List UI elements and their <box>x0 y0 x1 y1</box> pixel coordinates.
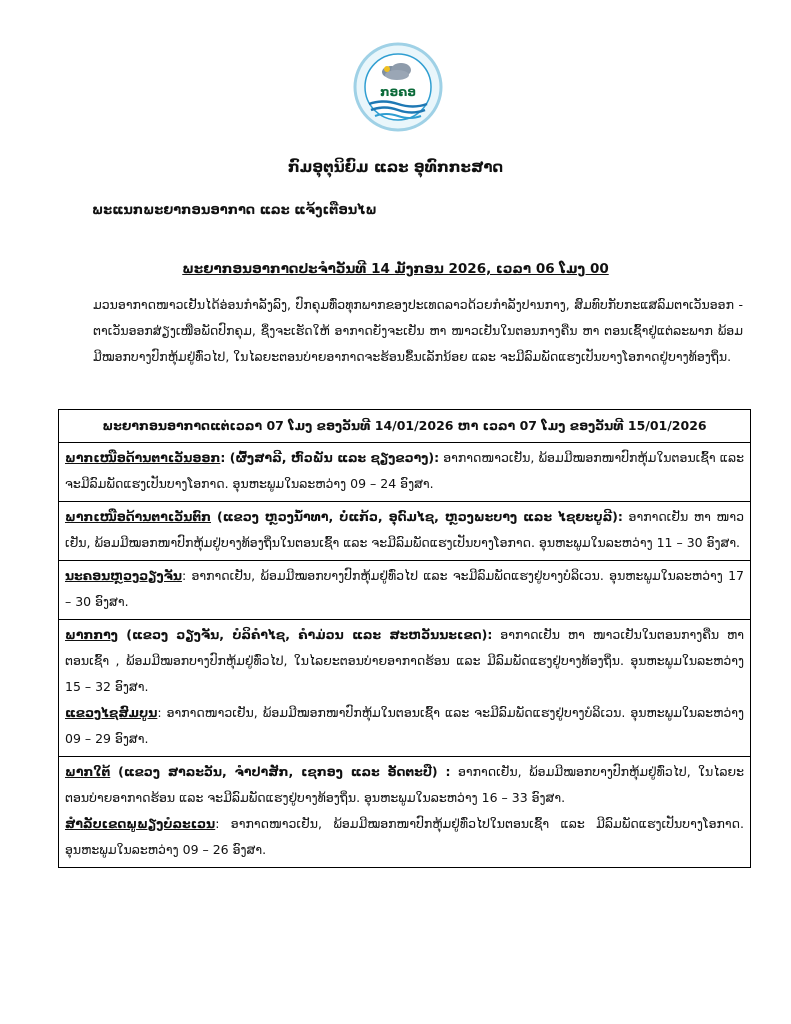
table-header-row <box>59 410 751 443</box>
forecast-period-heading: ພະຍາກອນອາກາດແຕ່ເວລາ 07 ໂມງ ຂອງວັນທີ 14/01/2026 ຫາ ເວລາ 07 ໂມງ ຂອງວັນທີ 15/01/2026 <box>59 410 751 443</box>
subregion-name: ສຳລັບເຂດພູພຽງບໍລະເວນ <box>65 816 216 831</box>
forecast-intro: ມວນອາກາດໜາວເຢັນໄດ້ອ່ອນກຳລັງລົງ, ປົກຄຸມທົ່ວທຸກພາກຂອງປະເທດລາວດ້ວຍກຳລັງປານກາງ, ສົມທົບກັບກະແສລົມຕາເວັນອອກ - ຕາເວັນອອກສ່ຽງເໜືອພັດປົກຄຸມ, ຊຶ່ງຈະເຮັດໃຫ້ ອາກາດຍັງຈະເຢັນ ຫາ ໜາວເຢັນໃນຕອນກາງຄືນ ຫາ ຕອນເຊົ້າຢູ່ແຕ່ລະພາກ ພ້ອມມີໝອກບາງປົກຫຸ້ມຢູ່ທົ່ວໄປ, ໃນໄລຍະຕອນບ່າຍອາກາດຈະຮ້ອນຂຶ້ນເລັກນ້ອຍ ແລະ ຈະມີລົມພັດແຮງເປັນບາງໂອກາດຢູ່ບາງທ້ອງຖິ່ນ. <box>93 297 743 364</box>
region-forecast-northwest <box>59 502 751 561</box>
region-provinces: (ແຂວງ ຫຼວງນ້ຳທາ, ບໍ່ແກ້ວ, ອຸດົມໄຊ, ຫຼວງພະບາງ ແລະ ໄຊຍະບູລີ): <box>211 509 623 524</box>
table-row <box>59 502 751 561</box>
region-name: ພາກໃຕ້ <box>65 764 111 779</box>
region-forecast-text: ອາກາດໜາວເຢັນ, ພ້ອມມີໝອກໜາປົກຫຸ້ມໃນຕອນເຊົ້າ ແລະ ຈະມີລົມພັດແຮງເປັນບາງໂອກາດ. ອຸນຫະພູມໃນລະຫວ່າງ 09 – 24 ອົງສາ. <box>65 450 744 491</box>
subregion-forecast-text: : ອາກາດໜາວເຢັນ, ພ້ອມມີໝອກໜາປົກຫຸ້ມໃນຕອນເຊົ້າ ແລະ ຈະມີລົມພັດແຮງຢູ່ບາງບໍລິເວນ. ອຸນຫະພູມໃນລະຫວ່າງ 09 – 29 ອົງສາ. <box>65 705 744 746</box>
table-row <box>59 620 751 757</box>
table-row <box>59 443 751 502</box>
region-forecast-central <box>59 620 751 757</box>
subregion-forecast-text: : ອາກາດໜາວເຢັນ, ພ້ອມມີໝອກໜາປົກຫຸ້ມຢູ່ທົ່ວໄປໃນຕອນເຊົ້າ ແລະ ມີລົມພັດແຮງເປັນບາງໂອກາດ. ອຸນຫະພູມໃນລະຫວ່າງ 09 – 26 ອົງສາ. <box>65 816 744 857</box>
region-forecast-south <box>59 757 751 868</box>
region-forecast-text: ອາກາດເຢັນ, ພ້ອມມີໝອກບາງປົກຫຸ້ມຢູ່ທົ່ວໄປ, ໃນໄລຍະຕອນບ່າຍອາກາດຮ້ອນ ແລະ ຈະມີລົມພັດແຮງຢູ່ບາງທ້ອງຖິ່ນ. ອຸນຫະພູມໃນລະຫວ່າງ 16 – 33 ອົງສາ. <box>65 764 744 805</box>
subregion-name: ແຂວງໄຊສົມບູນ <box>65 705 158 720</box>
department-name: ພະແນກພະຍາກອນອາກາດ ແລະ ແຈ້ງເຕືອນໄພ <box>92 203 377 218</box>
region-name: ພາກເໜືອດ້ານຕາເວັນອອກ <box>65 450 221 465</box>
region-provinces: : (ຜົ້ງສາລີ, ຫົວພັນ ແລະ ຊຽງຂວາງ): <box>220 450 440 465</box>
region-forecast-text: ອາກາດເຢັນ ຫາ ໜາວເຢັນ, ພ້ອມມີໝອກໜາປົກຫຸ້ມຢູ່ບາງທ້ອງຖິ່ນໃນຕອນເຊົ້າ ແລະ ຈະມີລົມພັດແຮງເປັນບາງໂອກາດ. ອຸນຫະພູມໃນລະຫວ່າງ 11 – 30 ອົງສາ. <box>65 509 744 550</box>
logo-text: ກອຄອ <box>380 85 416 99</box>
ministry-title: ກົມອຸຕຸນິຍົມ ແລະ ອຸທົກກະສາດ <box>287 158 504 176</box>
region-forecast-northeast <box>59 443 751 502</box>
region-forecast-text: ອາກາດເຢັນ ຫາ ໜາວເຢັນໃນຕອນກາງຄືນ ຫາ ຕອນເຊົ້າ , ພ້ອມມີໝອກບາງປົກຫຸ້ມຢູ່ທົ່ວໄປ, ໃນໄລຍະຕອນບ່າຍອາກາດຮ້ອນ ແລະ ມີລົມພັດແຮງຢູ່ບາງທ້ອງຖິ່ນ. ອຸນຫະພູມໃນລະຫວ່າງ 15 – 32 ອົງສາ. <box>65 627 744 694</box>
region-name: ພາກເໜືອດ້ານຕາເວັນຕົກ <box>65 509 212 524</box>
region-name: ນະຄອນຫຼວງວຽງຈັນ <box>65 568 182 583</box>
region-name: ພາກກາງ <box>65 627 118 642</box>
department-logo <box>353 42 443 132</box>
table-row <box>59 561 751 620</box>
forecast-table <box>58 409 751 868</box>
region-forecast-text: : ອາກາດເຢັນ, ພ້ອມມີໝອກບາງປົກຫຸ້ມຢູ່ທົ່ວໄປ ແລະ ຈະມີລົມພັດແຮງຢູ່ບາງບໍລິເວນ. ອຸນຫະພູມໃນລະຫວ່າງ 17 – 30 ອົງສາ. <box>65 568 744 609</box>
region-provinces: (ແຂວງ ສາລະວັນ, ຈຳປາສັກ, ເຊກອງ ແລະ ອັດຕະປື) : <box>110 764 451 779</box>
table-row <box>59 757 751 868</box>
region-provinces: (ແຂວງ ວຽງຈັນ, ບໍລິຄຳໄຊ, ຄຳມ່ວນ ແລະ ສະຫວັນນະເຂດ): <box>117 627 493 642</box>
region-forecast-vientiane-capital <box>59 561 751 620</box>
forecast-title: ພະຍາກອນອາກາດປະຈຳວັນທີ 14 ມັງກອນ 2026, ເວລາ 06 ໂມງ 00 <box>182 261 609 277</box>
